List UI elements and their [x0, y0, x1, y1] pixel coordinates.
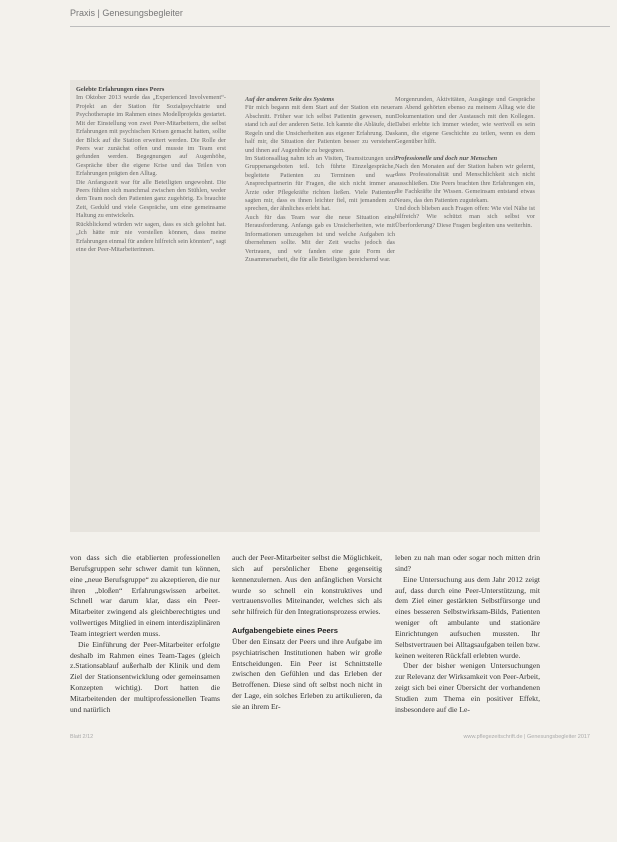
- box-heading-2: Auf der anderen Seite des Systems: [245, 96, 335, 103]
- body-paragraph: auch der Peer-Mitarbeiter selbst die Möglichkeit, sich auf persönlicher Ebene gegenseitig kennenzulernen. Aus den anfänglichen Vorsicht wurde so schnell ein konstruktives und vertrauensvolles Miteinander, welches sich als sehr hilfreich für den Integrationsprozess erwies.: [232, 553, 382, 617]
- body-paragraph: von dass sich die etablierten professionellen Berufsgruppen sehr schwer damit tun können, eine „neue Berufsgruppe“ zu akzeptieren, die nur ihren „bloßen“ Erfahrungswissen arbeitet. Schnell war darum klar, dass ein Peer-Mitarbeiter zwingend als gleichberechtigtes und vollwertiges Mitglied in einem interdisziplinären Team integriert werden muss.: [70, 553, 220, 638]
- box-paragraph: Auch für das Team war die neue Situation eine Herausforderung. Anfangs gab es Unsicherheiten, wie mit Informationen umzugehen ist und welche Aufgaben ich übernehmen sollte. Mit der Zeit wuchs jedoch das Vertrauen, und wir fanden eine gute Form der Zusammenarbeit, die für alle Beteiligten bereichernd war.: [245, 213, 395, 264]
- box-paragraph: Und doch blieben auch Fragen offen: Wie viel Nähe ist hilfreich? Wie schützt man sich selbst vor Überforderung? Diese Fragen begleiten uns weiterhin.: [395, 205, 535, 229]
- box-paragraph: Nach den Monaten auf der Station haben wir gelernt, dass Professionalität und Menschlichkeit sich nicht ausschließen. Die Peers brachten ihre Erfahrungen ein, die Fachkräfte ihr Wissen. Gemeinsam entstand etwas Neues, das den Patienten zugutekam.: [395, 162, 535, 204]
- page-footer: [70, 734, 610, 740]
- page-header: [70, 8, 610, 22]
- body-paragraph: Über der bisher wenigen Untersuchungen zur Relevanz der Wirksamkeit von Peer-Arbeit, zeigt sich bei einer Übersicht der vorhandenen Studien zum Thema ein positiver Effekt, insbesondere auf die Le-: [395, 661, 540, 714]
- body-paragraph: Eine Untersuchung aus dem Jahr 2012 zeigt auf, dass durch eine Peer-Unterstützung, mit dem Ziel einer gestärkten Selbstfürsorge und eines besseren Selbstwirksam-Bilds, Patienten weniger oft ambulante und stationäre Einrichtungen aufsuchen mussten. Ihr Selbstvertrauen bei Alltagsaufgaben teilen bzw. keinen weiteren Rückfall erlebten wurde.: [395, 574, 540, 660]
- footer-right: www.pflegezeitschrift.de | Genesungsbegleiter 2017: [463, 734, 590, 740]
- body-paragraph: Die Einführung der Peer-Mitarbeiter erfolgte deshalb im Rahmen eines Team-Tages (gleich z.Stationsablauf außerhalb der Klinik und dem Ziel der Stationsentwicklung oder gemeinsamen Konzepten wichtig). Dort hatten die Mitarbeitenden der multiprofessionellen Teams und natürlich: [70, 639, 220, 714]
- footer-left: Blatt 2/12: [70, 734, 94, 740]
- box-column-2: [245, 96, 395, 264]
- box-heading-1: Gelebte Erfahrungen eines Peers: [76, 86, 165, 93]
- body-paragraph: leben zu nah man oder sogar noch mitten drin sind?: [395, 553, 540, 573]
- body-column-1: [70, 553, 220, 716]
- box-paragraph: Morgenrunden, Aktivitäten, Ausgänge und Gespräche am Abend gehörten ebenso zu meinem Alltag wie die Dokumentation und der Austausch mit den Kollegen. Dabei erlebte ich immer wieder, wie wertvoll es sein kann, die eigene Geschichte zu teilen, wenn es dem Gegenüber hilft.: [395, 96, 535, 146]
- header-title: Praxis | Genesungsbegleiter: [70, 8, 183, 18]
- box-paragraph: Für mich begann mit dem Start auf der Station ein neuer Abschnitt. Früher war ich selbst Patientin gewesen, nun stand ich auf der anderen Seite. Ich kannte die Abläufe, die Regeln und die Unsicherheiten aus eigener Erfahrung. Das half mir, die Situation der Patienten besser zu verstehen und ihnen auf Augenhöhe zu begegnen.: [245, 104, 395, 154]
- box-heading-3: Professionelle und doch nur Menschen: [395, 154, 498, 162]
- body-column-2: [232, 553, 382, 713]
- box-paragraph: Die Anfangszeit war für alle Beteiligten ungewohnt. Die Peers fühlten sich manchmal zwischen den Stühlen, weder dem Team noch den Patienten ganz zugehörig. Es brauchte Zeit, Geduld und viele Gespräche, um eine gemeinsame Haltung zu entwickeln.: [76, 178, 226, 220]
- sidebar-box: [70, 80, 540, 532]
- box-paragraph: Im Oktober 2013 wurde das „Experienced Involvement“-Projekt an der Station für Sozialpsychiatrie und Psychotherapie im Rahmen eines Modellprojekts gestartet. Mit der Einstellung von zwei Peer-Mitarbeitern, die selbst Erfahrungen mit psychischen Krisen gemacht hatten, sollte der Blick auf die Station erweitert werden. Die Rolle der Peers war zunächst offen und musste im Team erst gefunden werden. Begegnungen auf Augenhöhe, Gespräche über die eigene Krise und das Teilen von Erfahrungen prägten den Alltag.: [76, 94, 226, 178]
- box-paragraph: Im Stationsalltag nahm ich an Visiten, Teamsitzungen und Gruppenangeboten teil. Ich führte Einzelgespräche, begleitete Patienten zu Terminen und war Ansprechpartnerin für Fragen, die sich nicht immer an Ärzte oder Pflegekräfte richten ließen. Viele Patienten sagten mir, dass es ihnen leichter fiel, mit jemandem zu sprechen, der ähnliches erlebt hat.: [245, 154, 395, 213]
- box-column-3: [395, 96, 535, 230]
- box-paragraph: Rückblickend würden wir sagen, dass es sich gelohnt hat. „Ich hätte mir nie vorstellen können, dass meine Erfahrungen einmal für andere hilfreich sein könnten“, sagt eine der Peer-Mitarbeiterinnen.: [76, 220, 227, 254]
- body-paragraph: Über den Einsatz der Peers und ihre Aufgabe im psychiatrischen Institutionen haben wir große Entscheidungen. Ein Peer ist Schnittstelle zwischen den Gefühlen und das Erleben der Betroffenen. Diese sind oft selbst noch nicht in der Lage, ein solches Erleben zu artikulieren, da sie an ihrem Er-: [232, 636, 382, 711]
- header-rule: [70, 26, 610, 27]
- box-column-1: [76, 86, 226, 254]
- body-column-3: [395, 553, 540, 716]
- body-heading: Aufgabengebiete eines Peers: [232, 626, 338, 636]
